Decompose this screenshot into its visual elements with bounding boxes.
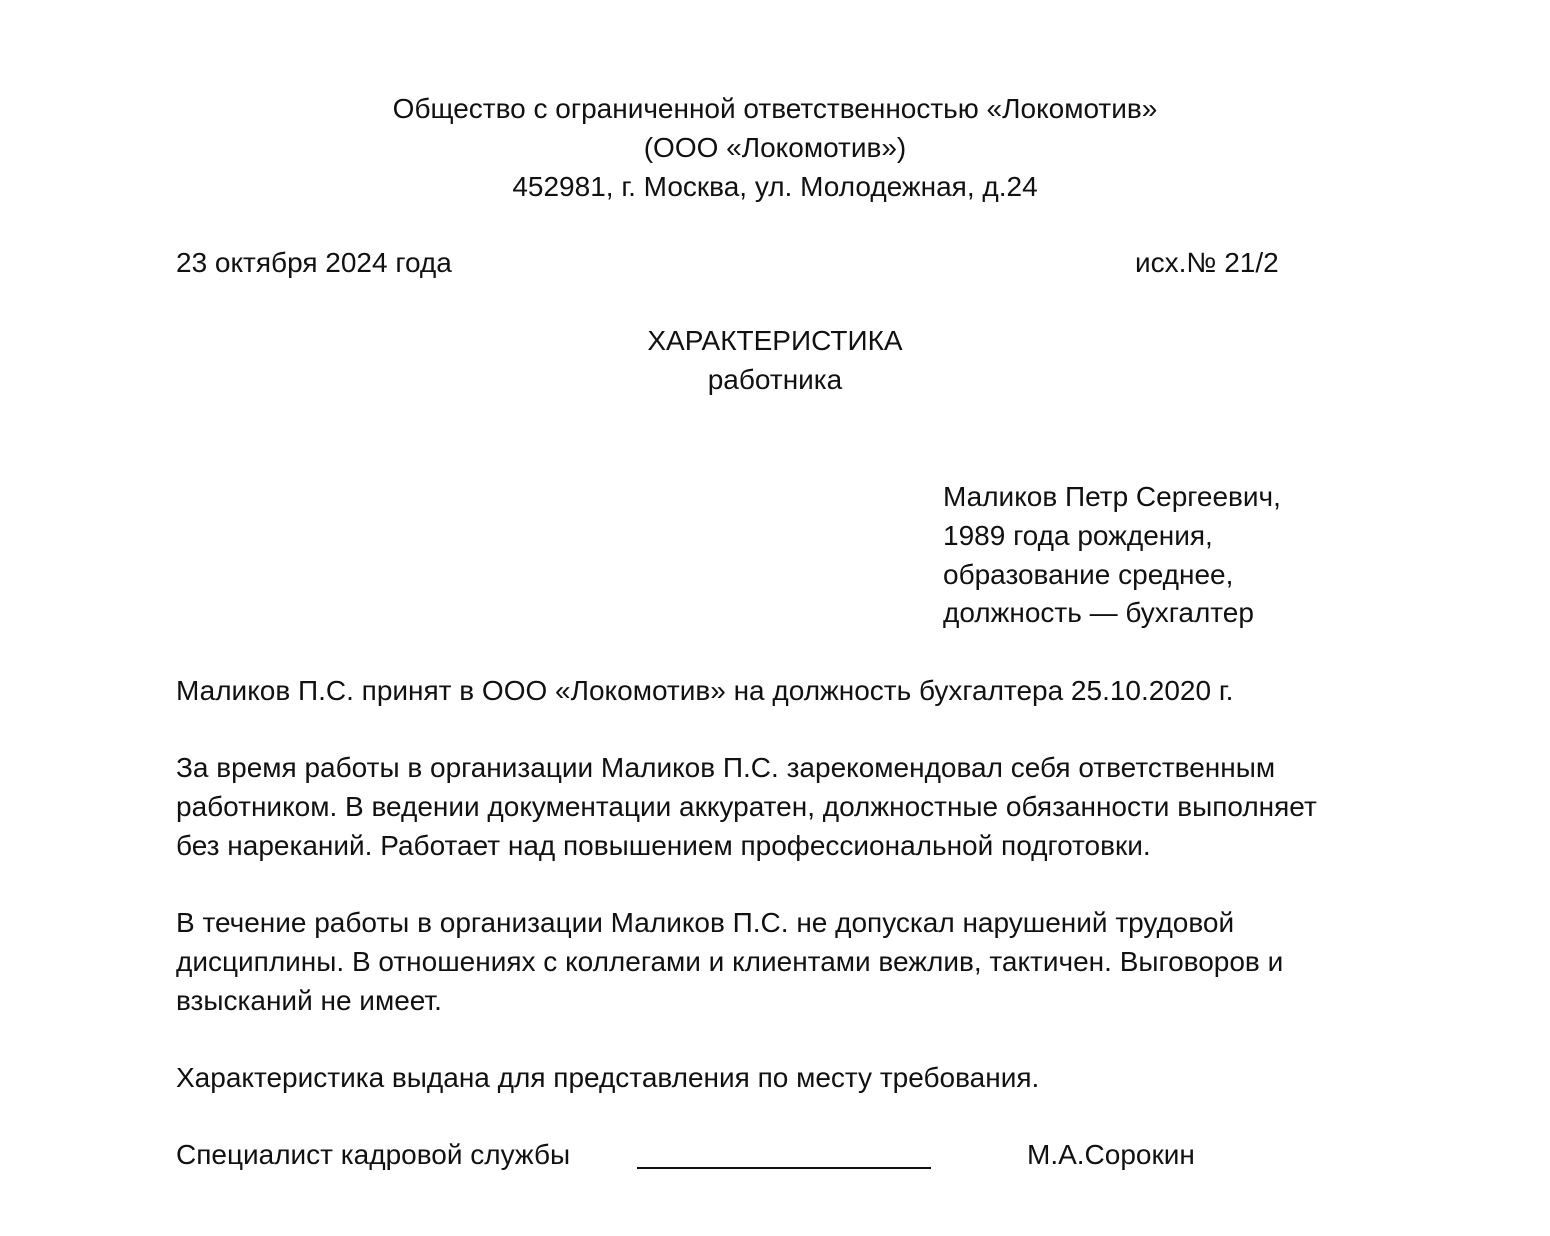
signatory-role: Специалист кадровой службы	[176, 1139, 571, 1170]
employee-position: должность — бухгалтер	[943, 597, 1254, 628]
outgoing-number: исх.№ 21/2	[1135, 247, 1279, 278]
document-date: 23 октября 2024 года	[176, 247, 452, 278]
paragraph-line: В течение работы в организации Маликов П.С. не допускал нарушений трудовой	[176, 907, 1235, 938]
paragraph-discipline	[176, 903, 1396, 1020]
paragraph-line: Маликов П.С. принят в ООО «Локомотив» на должность бухгалтера 25.10.2020 г.	[176, 675, 1234, 706]
document-subtitle: работника	[707, 364, 843, 395]
paragraph-hire	[176, 671, 1396, 710]
employee-education: образование среднее,	[943, 559, 1234, 590]
paragraph-performance	[176, 748, 1396, 865]
paragraph-purpose	[176, 1058, 1396, 1097]
signature-line	[637, 1167, 931, 1169]
document-title: ХАРАКТЕРИСТИКА	[647, 325, 903, 356]
signatory-name: М.А.Сорокин	[1027, 1139, 1195, 1170]
org-full-name: Общество с ограниченной ответственностью «Локомотив»	[392, 93, 1158, 124]
employee-name: Маликов Петр Сергеевич,	[943, 481, 1281, 512]
paragraph-line: Характеристика выдана для представления по месту требования.	[176, 1062, 1040, 1093]
paragraph-line: работником. В ведении документации аккуратен, должностные обязанности выполняет	[176, 791, 1317, 822]
org-address: 452981, г. Москва, ул. Молодежная, д.24	[512, 171, 1038, 202]
paragraph-line: взысканий не имеет.	[176, 985, 442, 1016]
paragraph-line: дисциплины. В отношениях с коллегами и клиентами вежлив, тактичен. Выговоров и	[176, 946, 1284, 977]
paragraph-line: без нареканий. Работает над повышением профессиональной подготовки.	[176, 830, 1151, 861]
employee-birth: 1989 года рождения,	[943, 520, 1213, 551]
org-short-name: (ООО «Локомотив»)	[643, 132, 907, 163]
paragraph-line: За время работы в организации Маликов П.С. зарекомендовал себя ответственным	[176, 752, 1276, 783]
